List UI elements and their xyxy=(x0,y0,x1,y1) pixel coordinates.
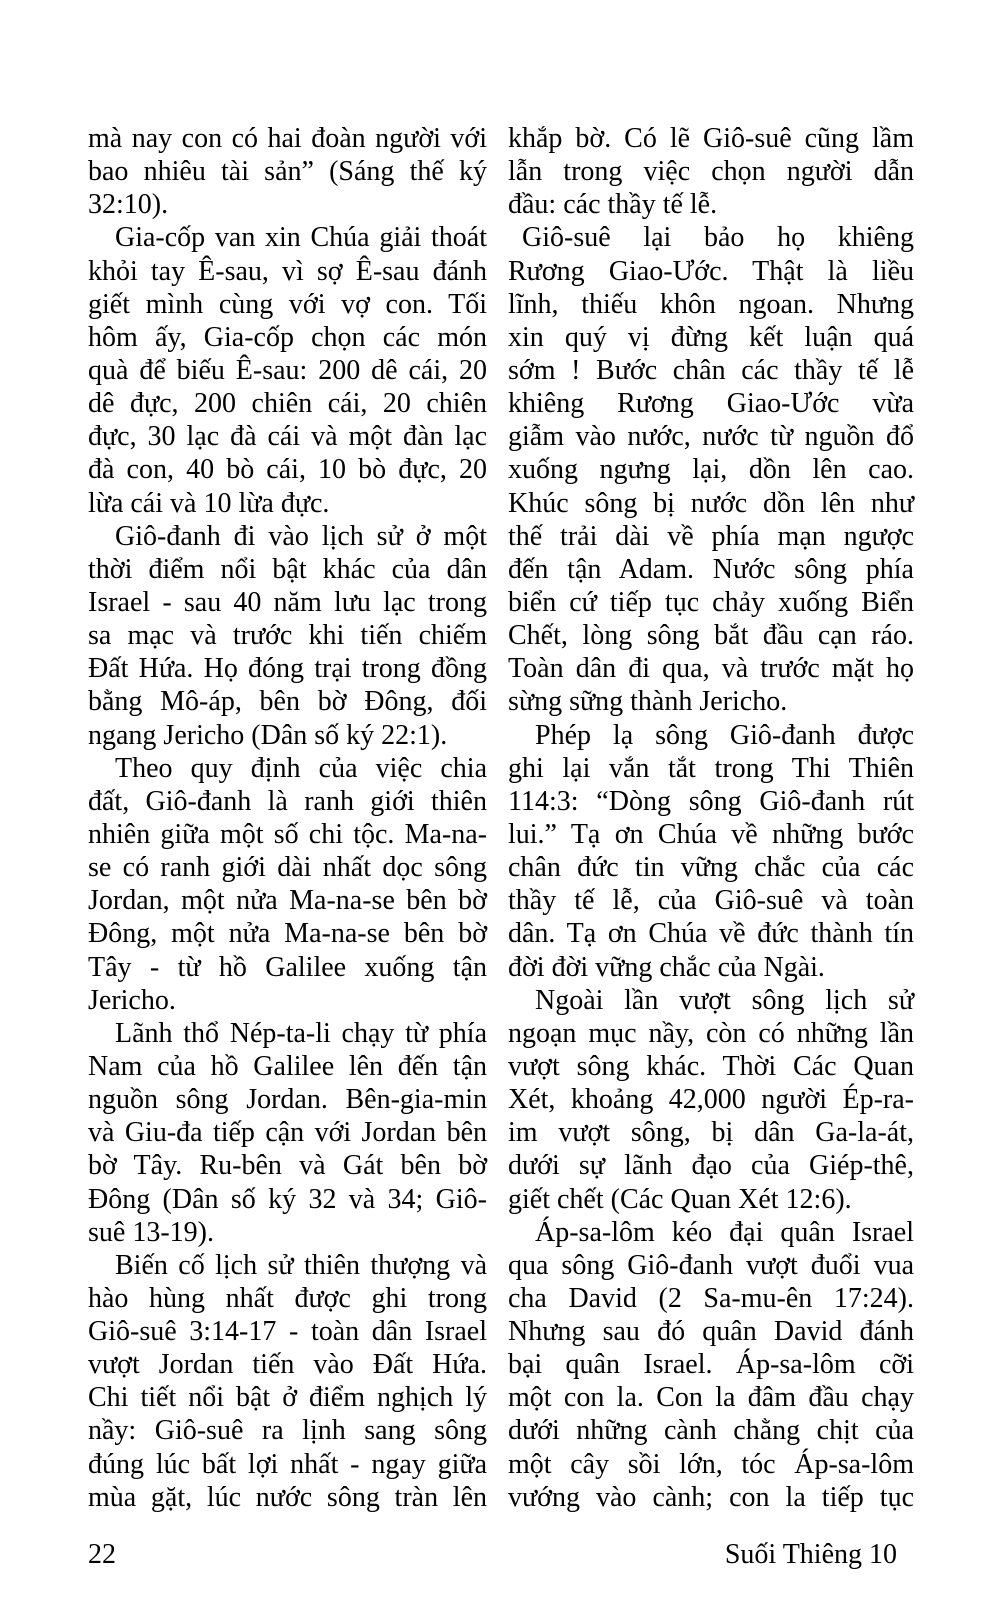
text-line: ngang Jericho (Dân số ký 22:1). xyxy=(88,719,448,751)
text-line: Jordan, một nửa Ma-na-se bên bờ xyxy=(88,885,487,917)
text-line: và Giu-đa tiếp cận với Jordan bên xyxy=(88,1117,487,1149)
text-line: Israel - sau 40 năm lưu lạc trong xyxy=(88,586,487,618)
text-line: lĩnh, thiếu khôn ngoan. Nhưng xyxy=(508,288,914,320)
text-line: đà con, 40 bò cái, 10 bò đực, 20 xyxy=(88,454,487,486)
text-line: giẫm vào nước, nước từ nguồn đổ xyxy=(508,421,914,453)
text-line: bờ Tây. Ru-bên và Gát bên bờ xyxy=(88,1150,487,1182)
text-line: Đông, một nửa Ma-na-se bên bờ xyxy=(88,918,487,950)
text-line: ghi lại vắn tắt trong Thi Thiên xyxy=(508,752,914,784)
text-line: suê 13-19). xyxy=(88,1216,214,1248)
paragraph xyxy=(508,122,914,221)
text-line: dưới những cành chằng chịt của xyxy=(508,1415,914,1447)
paragraph xyxy=(88,1017,487,1249)
text-line: sa mạc và trước khi tiến chiếm xyxy=(88,620,487,652)
text-line: Đất Hứa. Họ đóng trại trong đồng xyxy=(88,653,487,685)
text-line: 32:10). xyxy=(88,189,169,221)
text-line: đời đời vững chắc của Ngài. xyxy=(508,951,825,983)
text-line: Chết, lòng sông bắt đầu cạn ráo. xyxy=(508,620,914,652)
text-column-right xyxy=(508,122,914,1514)
text-line: im vượt sông, bị dân Ga-la-át, xyxy=(508,1117,914,1149)
paragraph xyxy=(88,752,487,1017)
text-line: Tây - từ hồ Galilee xuống tận xyxy=(88,951,487,983)
text-line: sừng sững thành Jericho. xyxy=(508,686,788,718)
text-line: quà để biếu Ê-sau: 200 dê cái, 20 xyxy=(88,354,487,386)
text-line: Nam của hồ Galilee lên đến tận xyxy=(88,1050,487,1082)
text-line: sớm ! Bước chân các thầy tế lễ xyxy=(508,354,914,386)
text-line: khiêng Rương Giao-Ước vừa xyxy=(508,388,914,420)
paragraph xyxy=(88,1249,487,1514)
text-line: Jericho. xyxy=(88,984,176,1016)
text-line: xin quý vị đừng kết luận quá xyxy=(508,321,914,353)
text-line: bao nhiêu tài sản” (Sáng thế ký xyxy=(88,156,487,188)
text-line: giết mình cùng với vợ con. Tối xyxy=(88,288,487,320)
text-line: vượt sông khác. Thời Các Quan xyxy=(508,1050,914,1082)
text-line: hào hùng nhất được ghi trong xyxy=(88,1282,487,1314)
text-line: Phép lạ sông Giô-đanh được xyxy=(535,719,914,751)
text-line: lừa cái và 10 lừa đực. xyxy=(88,487,330,519)
text-line: thầy tế lễ, của Giô-suê và toàn xyxy=(508,885,914,917)
text-line: đầu: các thầy tế lễ. xyxy=(508,189,718,221)
text-line: dê đực, 200 chiên cái, 20 chiên xyxy=(88,388,487,420)
text-line: nhiên giữa một số chi tộc. Ma-na- xyxy=(88,818,487,850)
text-line: Toàn dân đi qua, và trước mặt họ xyxy=(508,653,914,685)
paragraph xyxy=(88,122,487,221)
text-line: vượt Jordan tiến vào Đất Hứa. xyxy=(88,1349,487,1381)
paragraph xyxy=(88,221,487,519)
text-line: Biến cố lịch sử thiên thượng và xyxy=(115,1249,487,1281)
text-line: Gia-cốp van xin Chúa giải thoát xyxy=(115,222,487,254)
text-line: Ngoài lần vượt sông lịch sử xyxy=(535,984,914,1016)
text-line: thời điểm nổi bật khác của dân xyxy=(88,553,487,585)
text-line: biển cứ tiếp tục chảy xuống Biển xyxy=(508,586,914,618)
text-line: lui.” Tạ ơn Chúa về những bước xyxy=(508,818,914,850)
text-line: Giô-suê 3:14-17 - toàn dân Israel xyxy=(88,1316,487,1348)
text-line: Xét, khoảng 42,000 người Ép-ra- xyxy=(508,1084,914,1116)
text-line: Nhưng sau đó quân David đánh xyxy=(508,1316,914,1348)
page-number: 22 xyxy=(88,1539,116,1570)
text-line: đến tận Adam. Nước sông phía xyxy=(508,553,914,585)
text-line: Giô-suê lại bảo họ khiêng xyxy=(522,222,914,254)
publication-footer: Suối Thiêng 10 xyxy=(724,1539,897,1570)
text-line: chân đức tin vững chắc của các xyxy=(508,852,914,884)
text-line: se có ranh giới dài nhất dọc sông xyxy=(88,852,487,884)
text-line: bằng Mô-áp, bên bờ Đông, đối xyxy=(88,686,487,718)
text-line: 114:3: “Dòng sông Giô-đanh rút xyxy=(508,785,914,817)
text-line: Đông (Dân số ký 32 và 34; Giô- xyxy=(88,1183,487,1215)
text-line: Lãnh thổ Nép-ta-li chạy từ phía xyxy=(115,1017,487,1049)
paragraph xyxy=(508,221,914,718)
text-line: thế trải dài về phía mạn ngược xyxy=(508,520,914,552)
text-line: qua sông Giô-đanh vượt đuổi vua xyxy=(508,1249,914,1281)
text-line: Áp-sa-lôm kéo đại quân Israel xyxy=(535,1216,914,1248)
text-line: dưới sự lãnh đạo của Giép-thê, xyxy=(508,1150,914,1182)
text-line: khắp bờ. Có lẽ Giô-suê cũng lầm xyxy=(508,123,914,154)
text-line: xuống ngưng lại, dồn lên cao. xyxy=(508,454,914,486)
text-line: hôm ấy, Gia-cốp chọn các món xyxy=(88,321,487,353)
text-line: cha David (2 Sa-mu-ên 17:24). xyxy=(508,1282,914,1314)
text-column-left xyxy=(88,122,487,1514)
text-line: dân. Tạ ơn Chúa về đức thành tín xyxy=(508,918,914,950)
text-line: Giô-đanh đi vào lịch sử ở một xyxy=(115,520,487,552)
paragraph xyxy=(508,1216,914,1514)
text-line: một con la. Con la đâm đầu chạy xyxy=(508,1382,914,1414)
text-line: bại quân Israel. Áp-sa-lôm cỡi xyxy=(508,1349,914,1381)
text-line: nầy: Giô-suê ra lịnh sang sông xyxy=(88,1415,487,1447)
paragraph xyxy=(508,719,914,984)
paragraph xyxy=(508,984,914,1216)
text-line: mà nay con có hai đoàn người với xyxy=(88,123,487,154)
text-line: Khúc sông bị nước dồn lên như xyxy=(508,487,914,519)
text-line: giết chết (Các Quan Xét 12:6). xyxy=(508,1183,852,1215)
text-line: đất, Giô-đanh là ranh giới thiên xyxy=(88,785,487,817)
text-line: đực, 30 lạc đà cái và một đàn lạc xyxy=(88,421,487,453)
text-line: lẫn trong việc chọn người dẫn xyxy=(508,156,914,188)
text-line: nguồn sông Jordan. Bên-gia-min xyxy=(88,1084,487,1116)
text-line: Chi tiết nổi bật ở điểm nghịch lý xyxy=(88,1382,487,1414)
text-line: Theo quy định của việc chia xyxy=(115,752,487,784)
text-line: mùa gặt, lúc nước sông tràn lên xyxy=(88,1481,487,1513)
text-line: một cây sồi lớn, tóc Áp-sa-lôm xyxy=(508,1448,914,1480)
text-line: khỏi tay Ê-sau, vì sợ Ê-sau đánh xyxy=(88,255,487,287)
paragraph xyxy=(88,520,487,752)
text-line: vướng vào cành; con la tiếp tục xyxy=(508,1481,914,1513)
text-line: ngoạn mục nầy, còn có những lần xyxy=(508,1017,914,1049)
text-line: đúng lúc bất lợi nhất - ngay giữa xyxy=(88,1448,487,1480)
text-line: Rương Giao-Ước. Thật là liều xyxy=(508,255,914,287)
